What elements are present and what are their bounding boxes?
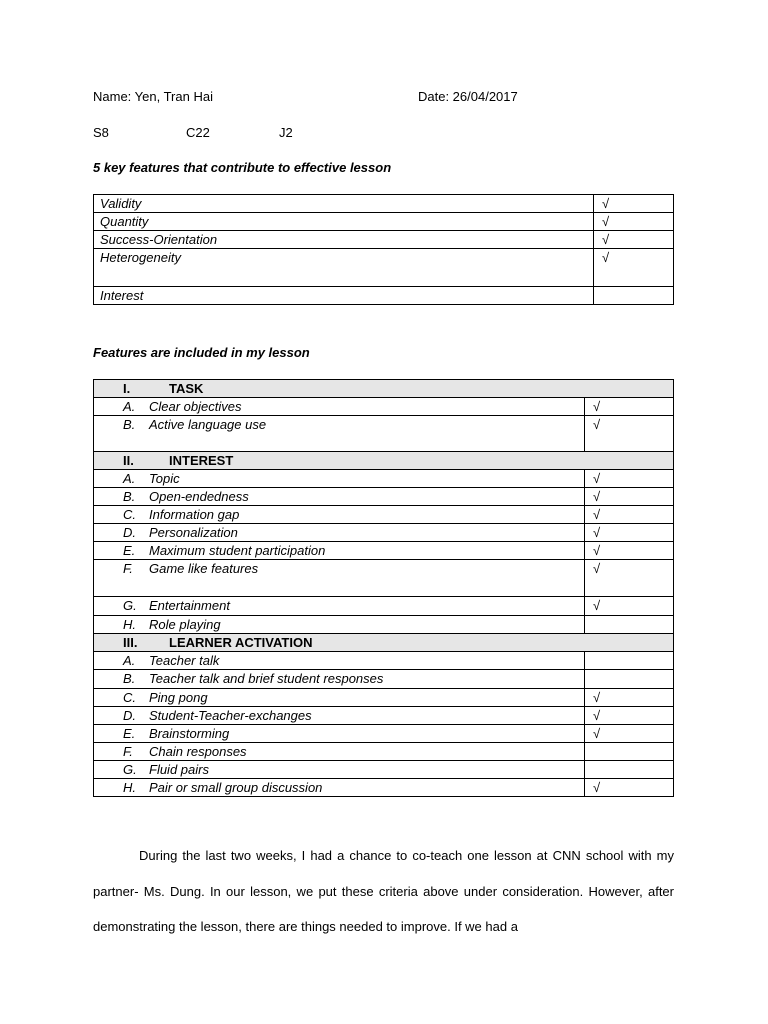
item-label: Maximum student participation xyxy=(149,543,326,558)
feature-label: Heterogeneity xyxy=(94,249,594,287)
table-row xyxy=(94,488,674,506)
item-label: Teacher talk xyxy=(149,653,220,668)
check-mark: √ xyxy=(585,707,674,725)
check-mark xyxy=(585,743,674,761)
item-letter: C. xyxy=(123,690,136,705)
section-row-task xyxy=(94,380,674,398)
check-mark: √ xyxy=(585,488,674,506)
check-mark: √ xyxy=(585,779,674,797)
table-row xyxy=(94,761,674,779)
check-mark: √ xyxy=(585,470,674,488)
section-heading: INTEREST xyxy=(169,453,234,468)
item-letter: G. xyxy=(123,598,137,613)
table-row xyxy=(94,560,674,597)
section2-title: Features are included in my lesson xyxy=(93,345,310,360)
table-row xyxy=(94,470,674,488)
paragraph-text: During the last two weeks, I had a chance to co-teach one lesson at CNN school with my partner- Ms. Dung. In our lesson, we put these criteria above under consideration. However, after demonstrating the lesson, there are things needed to improve. If we had a xyxy=(93,848,674,934)
item-letter: E. xyxy=(123,543,136,558)
item-label: Open-endedness xyxy=(149,489,249,504)
item-label: Game like features xyxy=(149,561,259,576)
check-mark: √ xyxy=(585,398,674,416)
table-row xyxy=(94,287,674,305)
section-numeral: I. xyxy=(123,381,131,396)
item-label: Topic xyxy=(149,471,180,486)
item-letter: A. xyxy=(123,653,136,668)
section-heading: TASK xyxy=(169,381,204,396)
item-letter: F. xyxy=(123,561,133,576)
item-label: Pair or small group discussion xyxy=(149,780,323,795)
table-row xyxy=(94,689,674,707)
check-mark: √ xyxy=(594,213,674,231)
item-letter: B. xyxy=(123,417,136,432)
lesson-features-table xyxy=(93,379,674,797)
table-row xyxy=(94,779,674,797)
item-label: Teacher talk and brief student responses xyxy=(149,671,384,686)
check-mark xyxy=(585,616,674,634)
item-label: Information gap xyxy=(149,507,240,522)
class-code-j: J2 xyxy=(279,125,293,140)
section1-title: 5 key features that contribute to effective lesson xyxy=(93,160,392,175)
check-mark: √ xyxy=(585,689,674,707)
check-mark: √ xyxy=(594,231,674,249)
feature-label: Success-Orientation xyxy=(94,231,594,249)
check-mark: √ xyxy=(585,597,674,616)
table-row xyxy=(94,743,674,761)
check-mark: √ xyxy=(585,542,674,560)
item-label: Brainstorming xyxy=(149,726,230,741)
item-letter: B. xyxy=(123,671,136,686)
table-row xyxy=(94,213,674,231)
student-name: Name: Yen, Tran Hai xyxy=(93,89,213,104)
check-mark: √ xyxy=(585,560,674,597)
table-row xyxy=(94,524,674,542)
reflection-paragraph xyxy=(93,838,674,945)
item-label: Chain responses xyxy=(149,744,247,759)
item-letter: E. xyxy=(123,726,136,741)
table-row xyxy=(94,416,674,452)
check-mark: √ xyxy=(585,416,674,452)
item-label: Active language use xyxy=(149,417,267,432)
table-row xyxy=(94,231,674,249)
item-label: Student-Teacher-exchanges xyxy=(149,708,312,723)
section-numeral: III. xyxy=(123,635,138,650)
item-label: Role playing xyxy=(149,617,221,632)
item-letter: B. xyxy=(123,489,136,504)
feature-label: Interest xyxy=(94,287,594,305)
item-label: Personalization xyxy=(149,525,238,540)
table-row xyxy=(94,398,674,416)
table-row xyxy=(94,670,674,689)
item-letter: G. xyxy=(123,762,137,777)
feature-label: Quantity xyxy=(94,213,594,231)
document-date: Date: 26/04/2017 xyxy=(418,89,518,104)
item-letter: D. xyxy=(123,525,136,540)
table-row xyxy=(94,616,674,634)
item-letter: F. xyxy=(123,744,133,759)
item-letter: C. xyxy=(123,507,136,522)
section-row-interest xyxy=(94,452,674,470)
check-mark: √ xyxy=(594,195,674,213)
section-numeral: II. xyxy=(123,453,134,468)
check-mark xyxy=(585,670,674,689)
table-row xyxy=(94,249,674,287)
check-mark: √ xyxy=(585,524,674,542)
item-letter: A. xyxy=(123,399,136,414)
check-mark xyxy=(594,287,674,305)
item-letter: H. xyxy=(123,617,136,632)
item-label: Fluid pairs xyxy=(149,762,209,777)
item-letter: A. xyxy=(123,471,136,486)
table-row xyxy=(94,707,674,725)
table-row xyxy=(94,597,674,616)
table-row xyxy=(94,542,674,560)
check-mark: √ xyxy=(585,506,674,524)
class-code-c: C22 xyxy=(186,125,210,140)
class-code-s: S8 xyxy=(93,125,109,140)
table-row xyxy=(94,652,674,670)
table-row xyxy=(94,725,674,743)
table-row xyxy=(94,195,674,213)
key-features-table xyxy=(93,194,674,305)
check-mark: √ xyxy=(594,249,674,287)
section-row-learner-activation xyxy=(94,634,674,652)
section-heading: LEARNER ACTIVATION xyxy=(169,635,313,650)
item-label: Ping pong xyxy=(149,690,208,705)
check-mark: √ xyxy=(585,725,674,743)
feature-label: Validity xyxy=(94,195,594,213)
check-mark xyxy=(585,761,674,779)
item-label: Entertainment xyxy=(149,598,230,613)
check-mark xyxy=(585,652,674,670)
item-letter: D. xyxy=(123,708,136,723)
table-row xyxy=(94,506,674,524)
item-letter: H. xyxy=(123,780,136,795)
item-label: Clear objectives xyxy=(149,399,242,414)
